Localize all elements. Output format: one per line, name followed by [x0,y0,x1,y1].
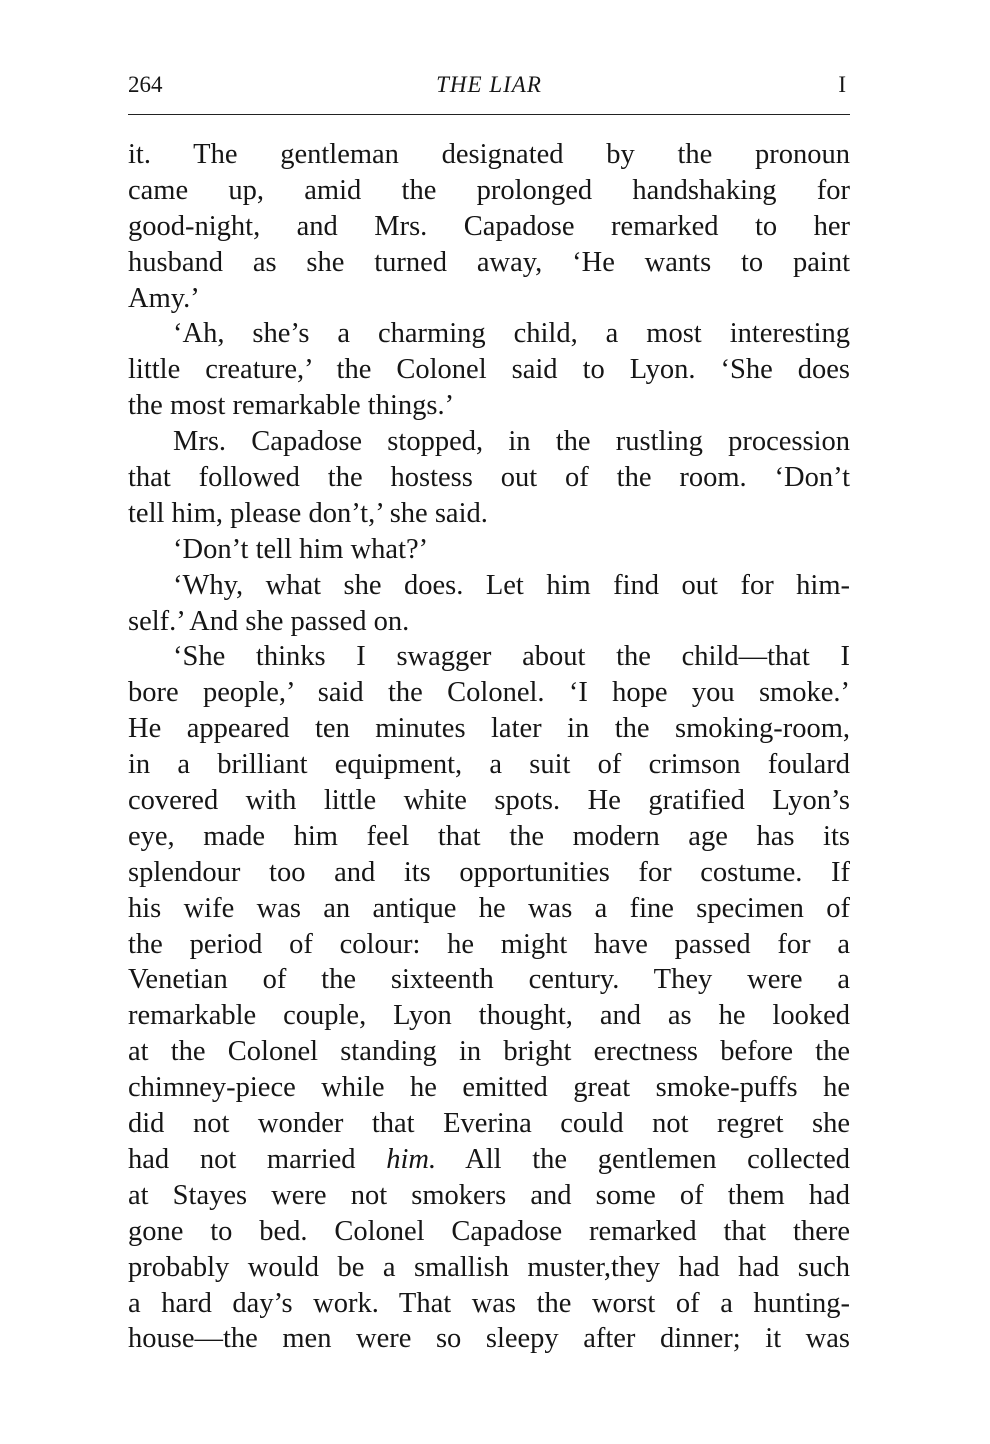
text-line: in a brilliant equipment, a suit of crimson foulard [128,749,850,781]
text-line: ‘Don’t tell him what?’ [173,533,429,565]
text-line: it. The gentleman designated by the pronoun [128,139,850,170]
text-line: eye, made him feel that the modern age has its [128,820,850,852]
text-line: Mrs. Capadose stopped, in the rustling procession [173,426,850,458]
text-line: self.’ And she passed on. [128,605,410,637]
running-head [128,72,850,106]
text-line: his wife was an antique he was a fine specimen of [128,892,850,924]
text-line: bore people,’ said the Colonel. ‘I hope you smoke.’ [128,677,850,709]
text-line: good-night, and Mrs. Capadose remarked to her [128,210,850,242]
text-line: remarkable couple, Lyon thought, and as he looked [128,1000,850,1032]
chapter-number: I [838,72,846,97]
text-line: tell him, please don’t,’ she said. [128,497,488,529]
text-line: that followed the hostess out of the room. ‘Don’t [128,462,850,494]
text-line: at the Colonel standing in bright erectness before the [128,1036,850,1068]
header-rule [128,114,850,115]
text-line: Venetian of the sixteenth century. They were a [128,964,850,996]
text-line: ‘Ah, she’s a charming child, a most interesting [173,318,850,350]
text-line: at Stayes were not smokers and some of them had [128,1179,850,1211]
page-number: 264 [128,72,163,97]
text-line: probably would be a smallish muster,they had had such [128,1251,850,1283]
text-line: house—the men were so sleepy after dinner; it was [128,1323,850,1355]
text-line: the most remarkable things.’ [128,390,455,422]
text-line: gone to bed. Colonel Capadose remarked that there [128,1215,850,1247]
body-text [128,137,850,1357]
text-line: ‘Why, what she does. Let him find out for him- [173,569,850,601]
text-line: the period of colour: he might have passed for a [128,928,850,960]
text-line: did not wonder that Everina could not regret she [128,1108,850,1140]
text-line: splendour too and its opportunities for costume. If [128,856,850,888]
text-line: a hard day’s work. That was the worst of a hunting- [128,1287,850,1319]
text-line: He appeared ten minutes later in the smoking-room, [128,713,850,745]
text-line: husband as she turned away, ‘He wants to paint [128,246,850,278]
text-line: came up, amid the prolonged handshaking for [128,174,850,206]
text-line: had not married him. All the gentlemen collected [128,1143,850,1175]
running-title: THE LIAR [436,72,542,97]
text-line: chimney-piece while he emitted great smoke-puffs he [128,1072,850,1104]
text-line: Amy.’ [128,282,200,314]
text-line: ‘She thinks I swagger about the child—that I [173,641,850,673]
text-line: covered with little white spots. He gratified Lyon’s [128,785,850,817]
text-line: little creature,’ the Colonel said to Lyon. ‘She does [128,354,850,386]
